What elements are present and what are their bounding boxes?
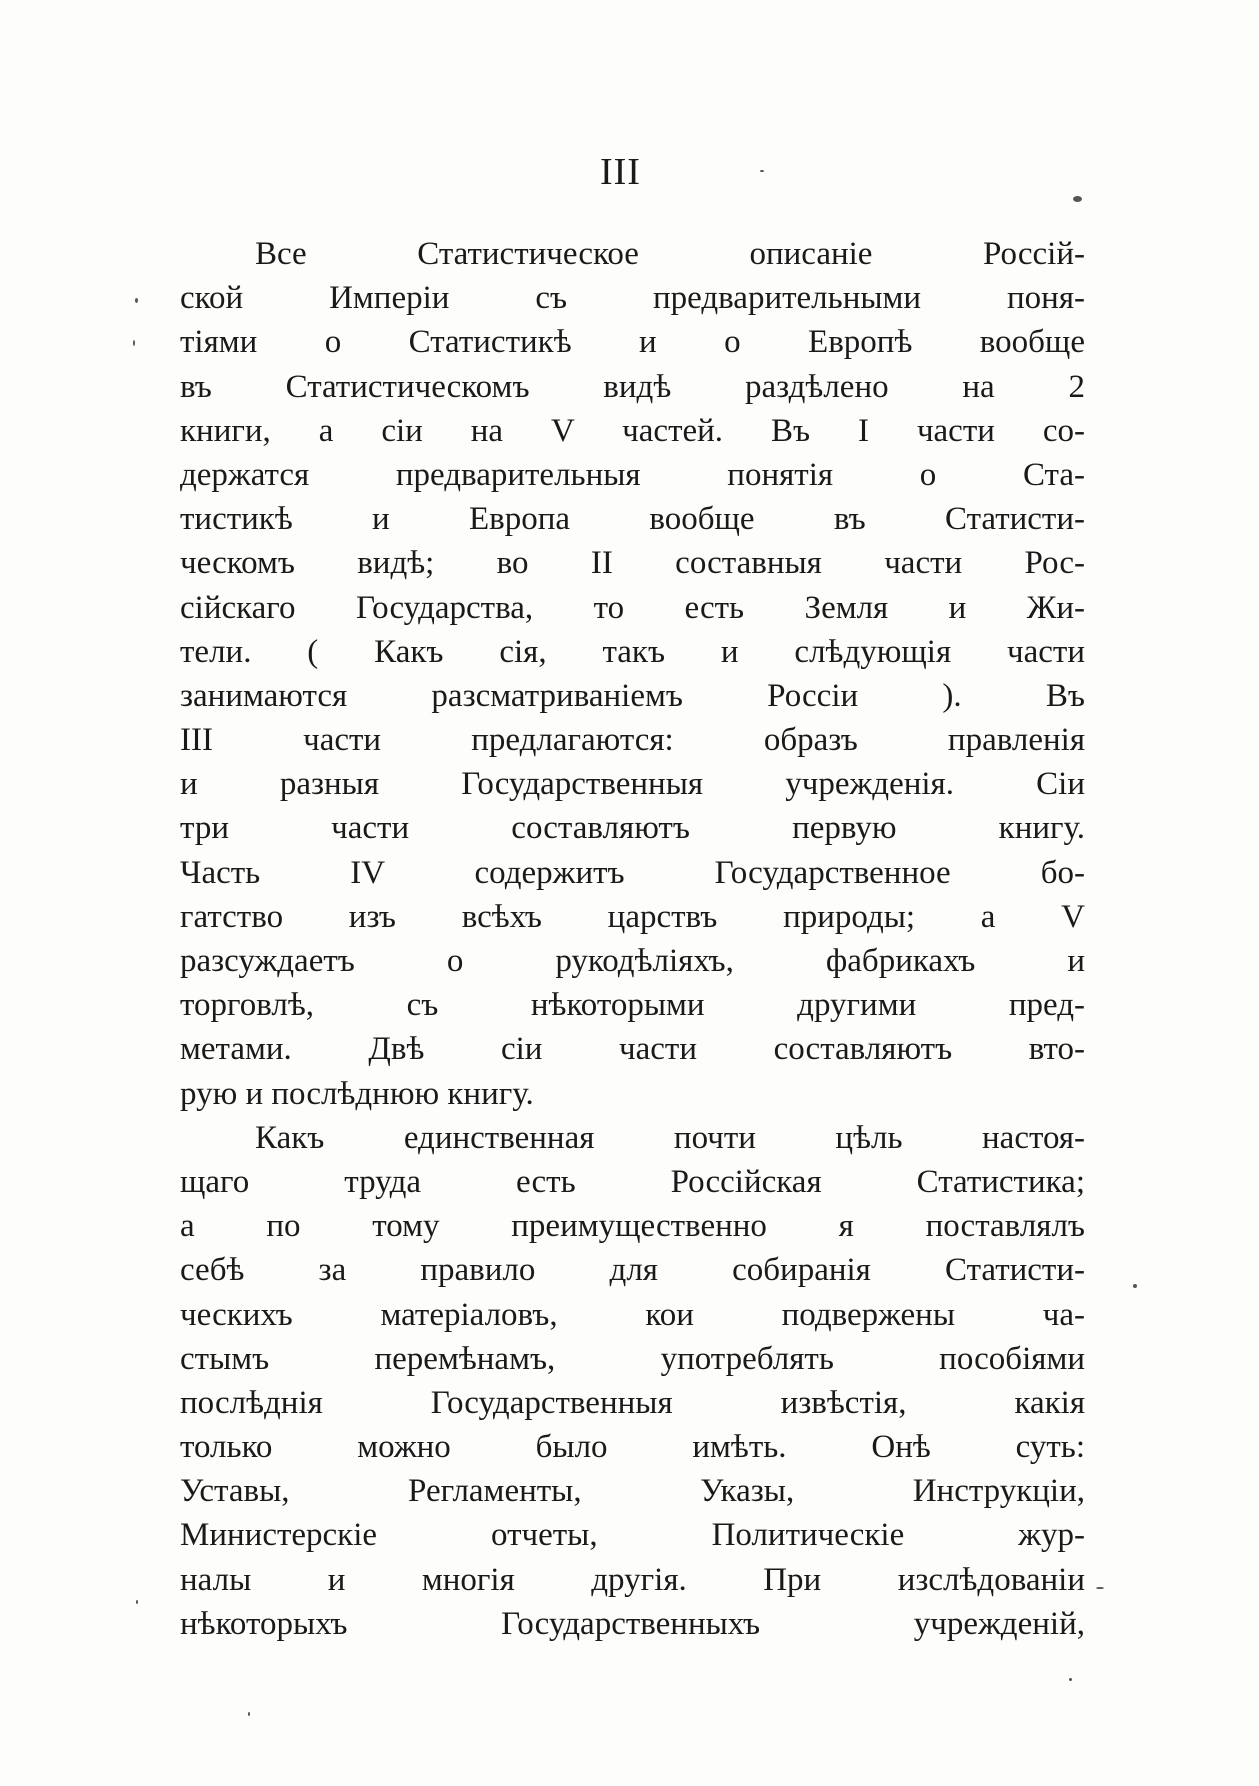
- text-line-9: сійскаго Государства, то есть Земля и Жи-: [180, 589, 1085, 626]
- text-line-11: занимаются разсматриваніемъ Россіи ). Въ: [180, 677, 1085, 714]
- scan-speck: [1073, 196, 1082, 202]
- text-line-10: тели. ( Какъ сія, такъ и слѣдующія части: [180, 633, 1085, 670]
- text-line-22: щаго труда есть Россійская Статистика;: [180, 1163, 1085, 1200]
- text-line-3: тіями о Статистикѣ и о Европѣ вообще: [180, 324, 1085, 361]
- text-line-6: держатся предварительныя понятія о Ста-: [180, 456, 1085, 493]
- text-line-28: только можно было имѣть. Онѣ суть:: [180, 1429, 1085, 1466]
- text-line-27: послѣднія Государственныя извѣстія, какія: [180, 1384, 1085, 1421]
- scan-speck: [760, 170, 764, 172]
- text-line-24: себѣ за правило для собиранія Статисти-: [180, 1252, 1085, 1289]
- scan-speck: [133, 340, 135, 346]
- scan-speck: [1133, 1284, 1137, 1288]
- scan-speck: [248, 1712, 250, 1716]
- text-line-25: ческихъ матеріаловъ, кои подвержены ча-: [180, 1296, 1085, 1333]
- text-line-17: разсуждаетъ о рукодѣліяхъ, фабрикахъ и: [180, 943, 1085, 979]
- text-line-8: ческомъ видѣ; во II составныя части Рос-: [180, 545, 1085, 582]
- text-line-21: Какъ единственная почти цѣль настоя-: [255, 1119, 1085, 1156]
- scan-speck: [135, 298, 138, 303]
- text-line-31: налы и многія другія. При изслѣдованіи: [180, 1561, 1085, 1598]
- text-line-15: Часть IV содержитъ Государственное бо-: [180, 854, 1085, 891]
- body-text: [180, 232, 1085, 1646]
- text-line-12: III части предлагаются: образъ правленія: [180, 722, 1085, 759]
- text-line-13: и разныя Государственныя учрежденія. Сіи: [180, 766, 1085, 803]
- text-line-26: стымъ перемѣнамъ, употреблять пособіями: [180, 1340, 1085, 1377]
- text-line-7: тистикѣ и Европа вообще въ Статисти-: [180, 501, 1085, 538]
- text-line-23: а по тому преимущественно я поставлялъ: [180, 1208, 1085, 1245]
- text-line-18: торговлѣ, съ нѣкоторыми другими пред-: [180, 987, 1085, 1024]
- text-line-1: Все Статистическое описаніе Россій-: [255, 236, 1085, 272]
- scan-speck: [136, 1600, 138, 1604]
- text-line-29: Уставы, Регламенты, Указы, Инструкціи,: [180, 1473, 1085, 1510]
- text-line-19: метами. Двѣ сіи части составляютъ вто-: [180, 1031, 1085, 1068]
- text-line-4: въ Статистическомъ видѣ раздѣлено на 2: [180, 368, 1085, 405]
- text-line-2: ской Имперіи съ предварительными поня-: [180, 280, 1085, 317]
- text-line-32: нѣкоторыхъ Государственныхъ учрежденій,: [180, 1605, 1085, 1642]
- page-number: III: [600, 151, 641, 193]
- text-line-20: рую и послѣднюю книгу.: [180, 1075, 534, 1112]
- text-line-14: три части составляютъ первую книгу.: [180, 810, 1085, 847]
- text-line-30: Министерскіе отчеты, Политическіе жур-: [180, 1517, 1085, 1554]
- text-line-16: гатство изъ всѣхъ царствъ природы; а V: [180, 898, 1085, 935]
- text-line-5: книги, а сіи на V частей. Въ I части со-: [180, 412, 1085, 449]
- scan-speck: [1069, 1678, 1072, 1681]
- scan-speck: [1096, 1587, 1104, 1589]
